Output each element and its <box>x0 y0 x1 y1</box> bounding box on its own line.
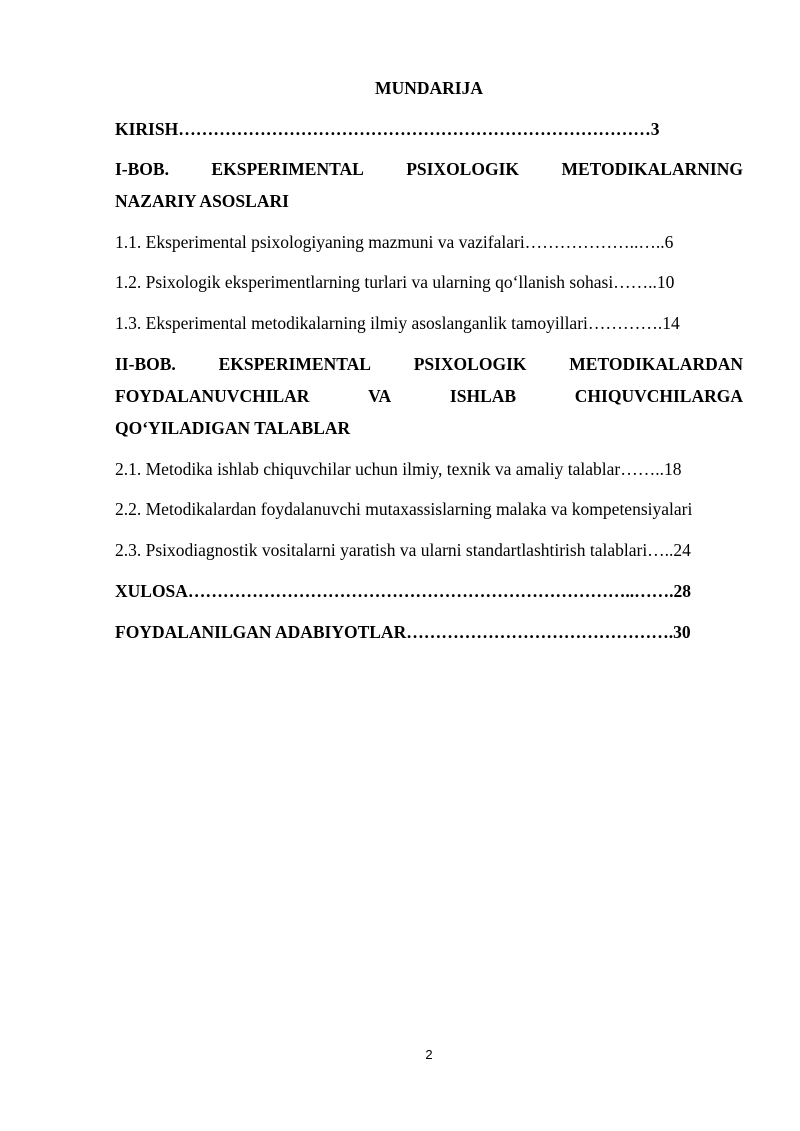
toc-chapter2-line1 <box>115 353 743 375</box>
toc-entry-1-2: 1.2. Psixologik eksperimentlarning turlari va ularning qo‘llanish sohasi……..10 <box>115 272 675 292</box>
toc-chapter1-word: EKSPERIMENTAL <box>211 159 364 179</box>
toc-entry-xulosa: XULOSA…………………………………………………………………..…….28 <box>115 581 692 601</box>
toc-entry-kirish: KIRISH………………………………………………………………………3 <box>115 119 660 139</box>
toc-chapter2-word: EKSPERIMENTAL <box>218 354 371 374</box>
toc-chapter1-word: METODIKALARNING <box>561 159 743 179</box>
toc-entry-1-3: 1.3. Eksperimental metodikalarning ilmiy asoslanganlik tamoyillari………….14 <box>115 313 680 333</box>
toc-chapter2-line3: QO‘YILADIGAN TALABLAR <box>115 418 351 438</box>
toc-chapter1-line1 <box>115 158 743 180</box>
toc-chapter2-word: PSIXOLOGIK <box>413 354 527 374</box>
toc-chapter2-word: VA <box>368 386 392 406</box>
toc-chapter2-word: CHIQUVCHILARGA <box>574 386 743 406</box>
toc-entry-1-1: 1.1. Eksperimental psixologiyaning mazmuni va vazifalari………………..…..6 <box>115 232 674 252</box>
toc-chapter1-word: PSIXOLOGIK <box>406 159 520 179</box>
page-title: MUNDARIJA <box>375 78 483 98</box>
toc-chapter2-word: FOYDALANUVCHILAR <box>115 386 310 406</box>
toc-chapter1-word: I-BOB. <box>115 159 169 179</box>
toc-entry-2-1: 2.1. Metodika ishlab chiquvchilar uchun ilmiy, texnik va amaliy talablar……..18 <box>115 459 682 479</box>
toc-entry-adabiyotlar: FOYDALANILGAN ADABIYOTLAR……………………………………….30 <box>115 622 691 642</box>
toc-chapter2-word: II-BOB. <box>115 354 176 374</box>
page-number: 2 <box>425 1047 433 1062</box>
toc-chapter2-line2 <box>115 385 743 407</box>
toc-chapter2-word: ISHLAB <box>449 386 517 406</box>
toc-chapter1-line2: NAZARIY ASOSLARI <box>115 191 289 211</box>
toc-entry-2-2: 2.2. Metodikalardan foydalanuvchi mutaxassislarning malaka va kompetensiyalari <box>115 499 693 519</box>
toc-entry-2-3: 2.3. Psixodiagnostik vositalarni yaratish va ularni standartlashtirish talablari…..24 <box>115 540 691 560</box>
toc-chapter2-word: METODIKALARDAN <box>569 354 743 374</box>
